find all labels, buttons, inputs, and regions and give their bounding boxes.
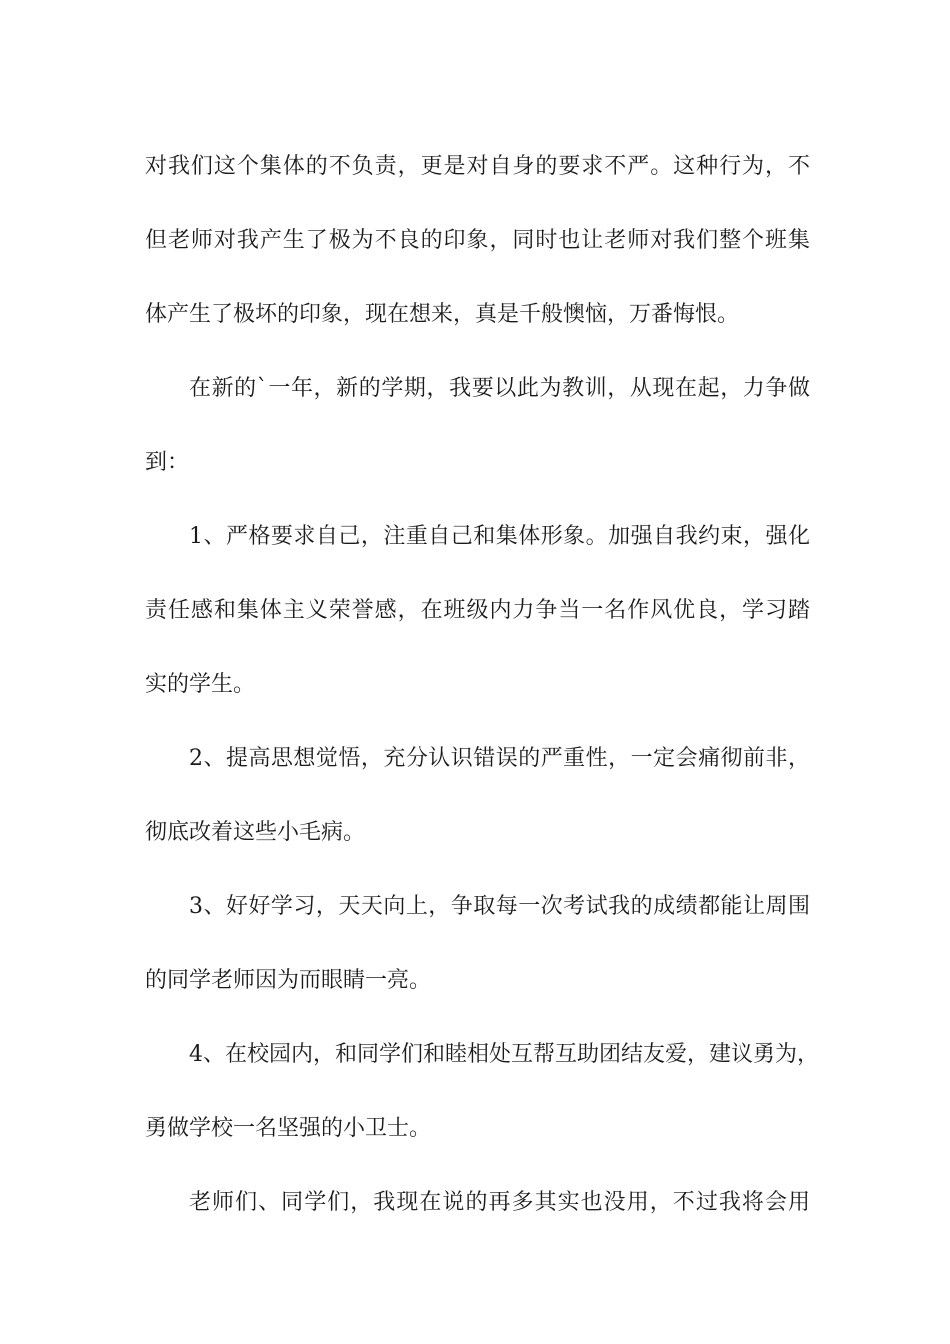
text-line: 对我们这个集体的不负责，更是对自身的要求不严。这种行为，不 [145, 154, 810, 179]
text-line: 的同学老师因为而眼睛一亮。 [145, 968, 432, 993]
text-line: 责任感和集体主义荣誉感，在班级内力争当一名作风优良，学习踏 [145, 598, 810, 623]
text-line: 到： [145, 450, 190, 475]
list-item-2: 2、提高思想觉悟，充分认识错误的严重性，一定会痛彻前非， [189, 746, 810, 771]
paragraph-first-line: 老师们、同学们，我现在说的再多其实也没用，不过我将会用 [189, 1190, 810, 1215]
list-item-4: 4、在校园内，和同学们和睦相处互帮互助团结友爱，建议勇为， [189, 1042, 819, 1067]
paragraph-first-line: 在新的`一年，新的学期，我要以此为教训，从现在起，力争做 [189, 376, 810, 401]
text-line: 但老师对我产生了极为不良的印象，同时也让老师对我们整个班集 [145, 228, 810, 253]
text-line: 彻底改着这些小毛病。 [145, 820, 366, 845]
list-item-3: 3、好好学习，天天向上，争取每一次考试我的成绩都能让周围 [189, 894, 810, 919]
text-line: 体产生了极坏的印象，现在想来，真是千般懊恼，万番悔恨。 [145, 302, 740, 327]
document-body [145, 130, 819, 1240]
text-line: 勇做学校一名坚强的小卫士。 [145, 1116, 432, 1141]
text-line: 实的学生。 [145, 672, 256, 697]
list-item-1: 1、严格要求自己，注重自己和集体形象。加强自我约束，强化 [189, 524, 810, 549]
